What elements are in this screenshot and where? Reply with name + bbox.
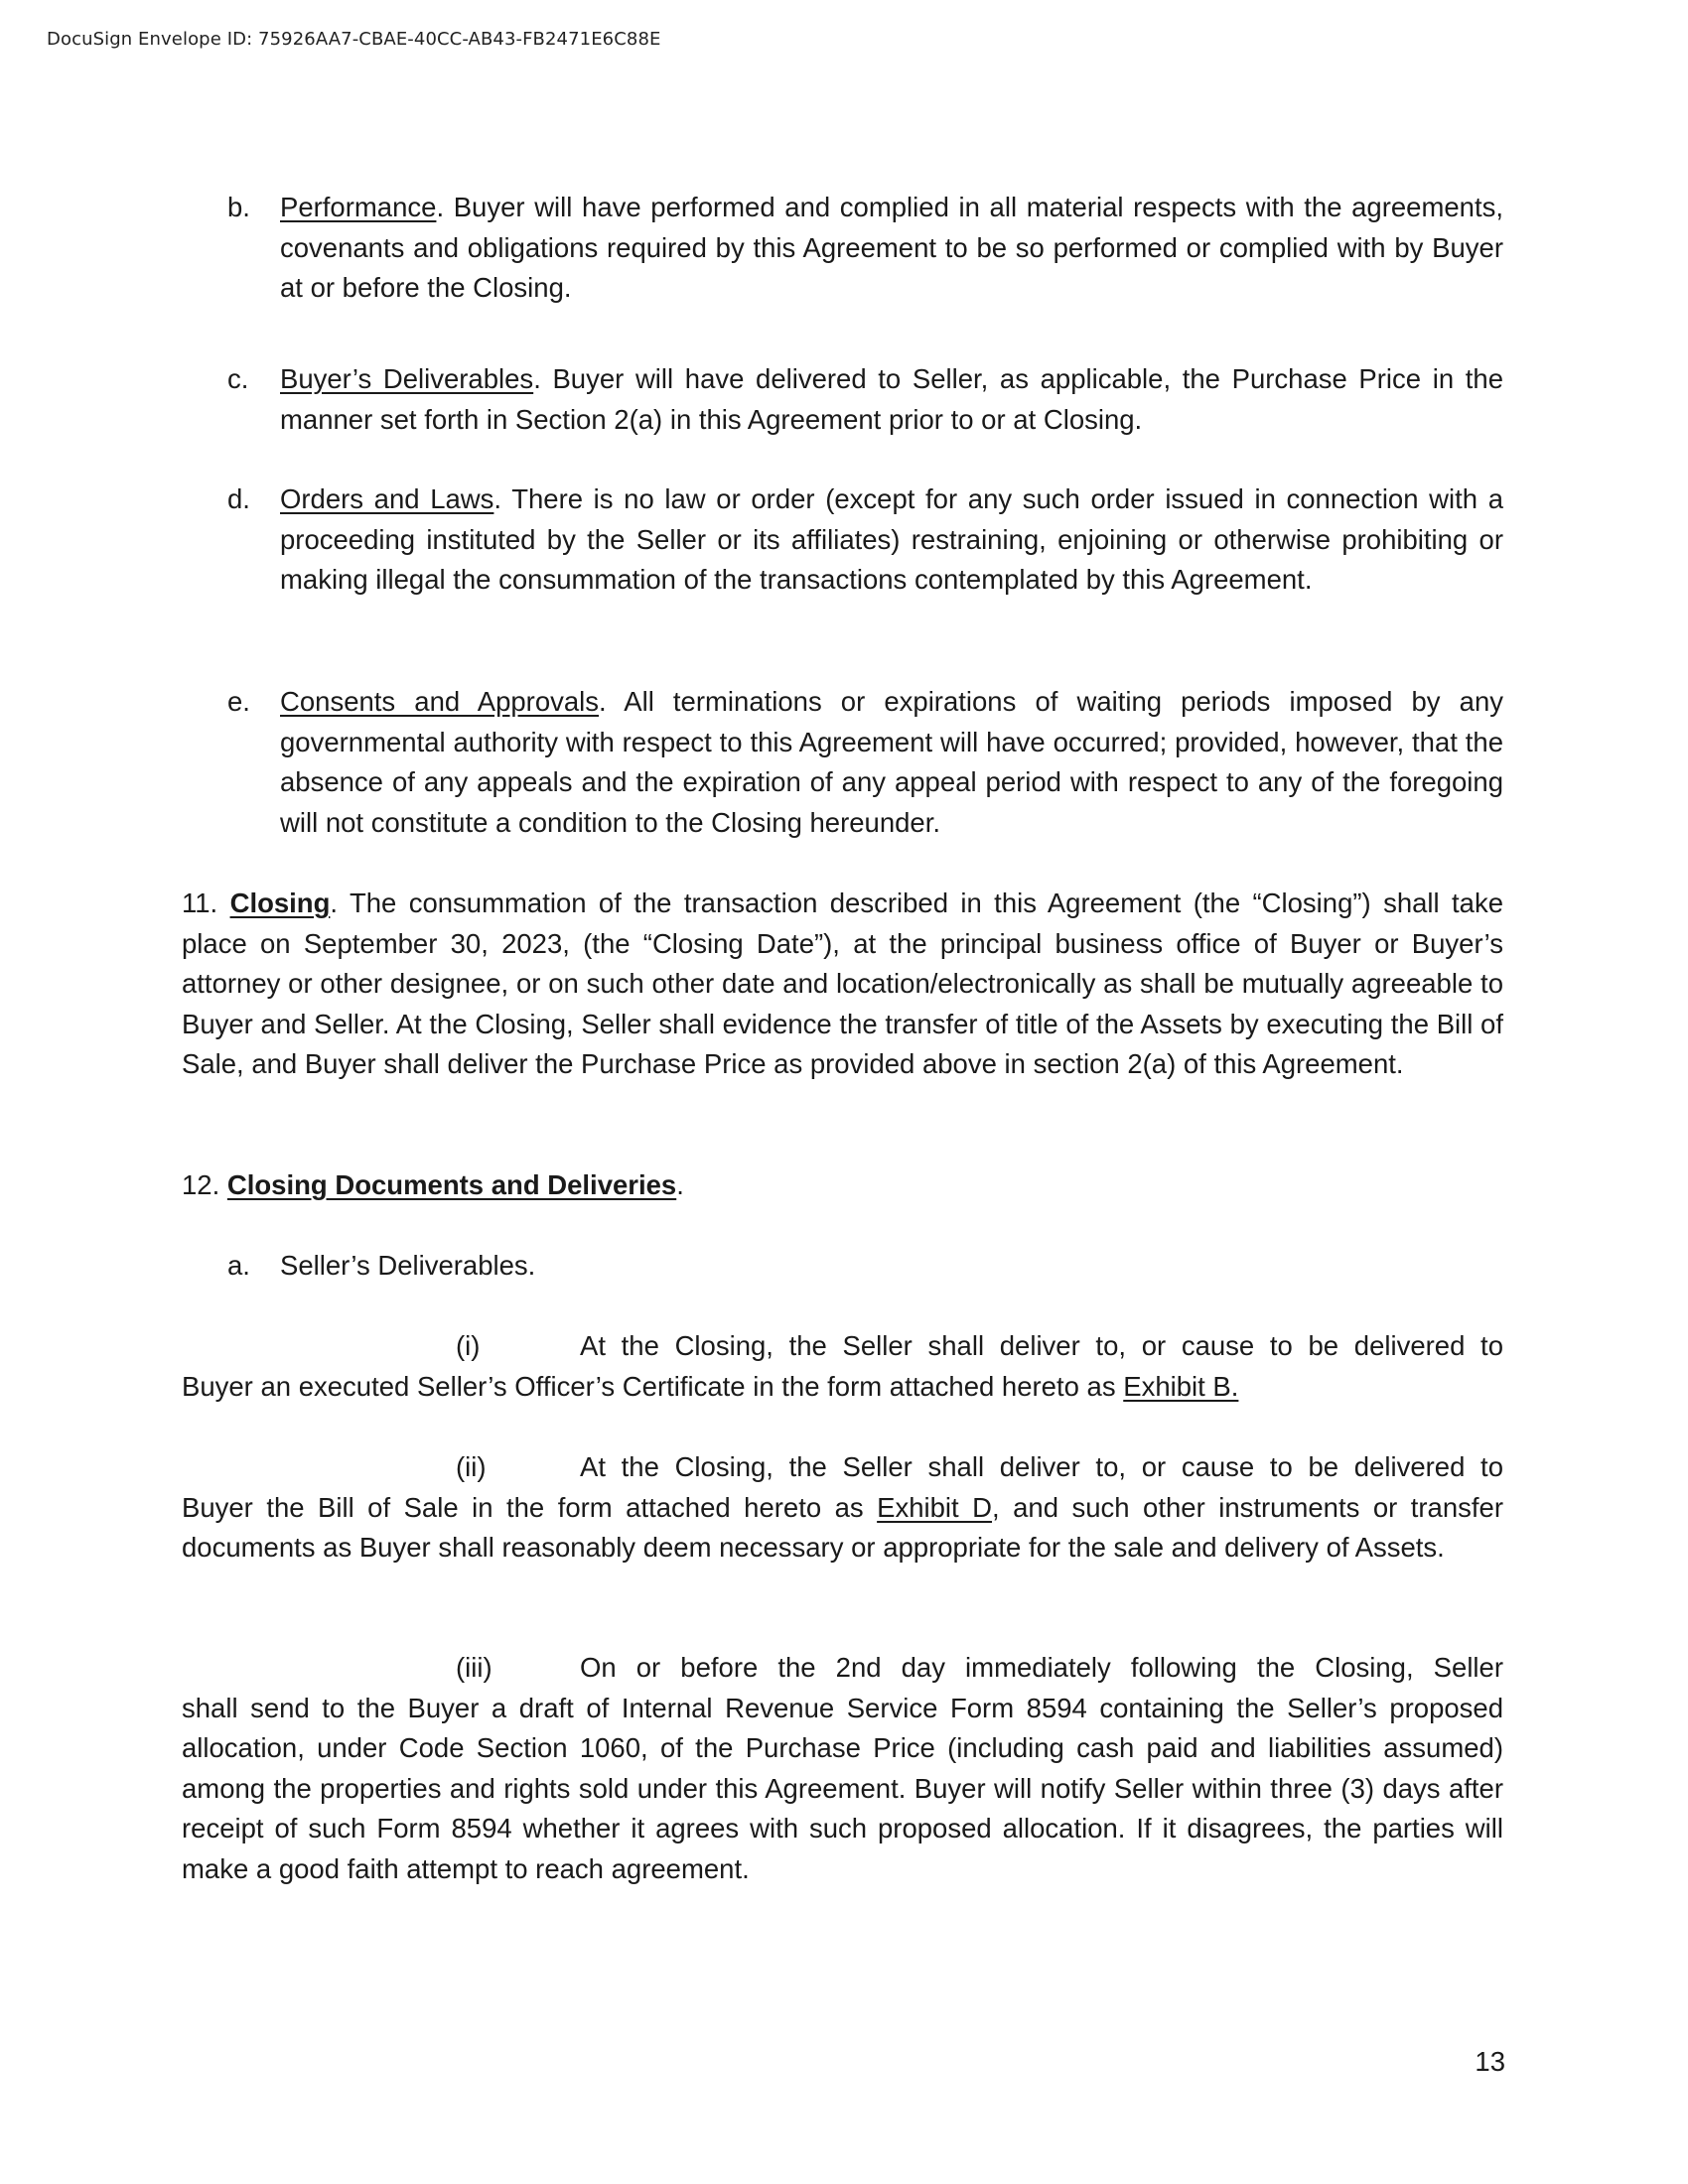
clause-iii xyxy=(182,1648,1503,1889)
clause-iii-numeral: (iii) xyxy=(456,1652,492,1683)
item-c-title: Buyer’s Deliverables xyxy=(280,363,534,394)
section-12-period: . xyxy=(676,1169,684,1200)
clause-ii xyxy=(182,1447,1503,1569)
item-c-marker: c. xyxy=(227,363,249,394)
clause-i-exhibit: Exhibit B. xyxy=(1123,1370,1239,1402)
item-e-body: . All terminations or expirations of waiting periods imposed by any governmental authority with respect to this Agreement will have occurred; provided, however, that the absence of any appeals and the expiration of any appeal period with respect to any of the foregoing will not constitute a condition to the Closing hereunder. xyxy=(280,686,1503,838)
clause-ii-first-line: At the Closing, the Seller shall deliver to, or cause to be delivered to xyxy=(580,1451,1503,1482)
item-c xyxy=(227,359,1503,440)
section-12-title: Closing Documents and Deliveries xyxy=(226,1169,677,1200)
section-11-body: . The consummation of the transaction described in this Agreement (the “Closing”) shall take place on September 30, 2023, (the “Closing Date”), at the principal business office of Buyer or Buyer’s attorney or other designee, or on such other date and location/electronically as shall be mutually agreeable to Buyer and Seller. At the Closing, Seller shall evidence the transfer of title of the Assets by executing the Bill of Sale, and Buyer shall deliver the Purchase Price as provided above in section 2(a) of this Agreement. xyxy=(182,887,1503,1079)
item-b-title: Performance xyxy=(280,192,437,222)
item-b-marker: b. xyxy=(227,192,250,222)
item-c-body: . Buyer will have delivered to Seller, as applicable, the Purchase Price in the manner set forth in Section 2(a) in this Agreement prior to or at Closing. xyxy=(280,363,1503,435)
section-11-number: 11. xyxy=(182,887,230,918)
clause-ii-exhibit: Exhibit D xyxy=(877,1491,993,1523)
item-e-marker: e. xyxy=(227,686,250,717)
section-11 xyxy=(182,884,1503,1085)
item-12a xyxy=(227,1246,1503,1287)
clause-ii-rest-after: , and such other instruments or transfer documents as Buyer shall reasonably deem necessary or appropriate for the sale and delivery of Assets. xyxy=(182,1491,1503,1563)
item-12a-marker: a. xyxy=(227,1250,250,1281)
section-12-number: 12. xyxy=(182,1169,227,1200)
item-b xyxy=(227,188,1503,309)
item-d-marker: d. xyxy=(227,483,250,514)
clause-ii-rest-before: Buyer the Bill of Sale in the form attached hereto as xyxy=(182,1491,878,1523)
item-e-title: Consents and Approvals xyxy=(280,686,600,717)
clause-i-rest: Buyer an executed Seller’s Officer’s Certificate in the form attached hereto as xyxy=(182,1370,1124,1402)
item-b-body: . Buyer will have performed and complied in all material respects with the agreements, covenants and obligations required by this Agreement to be so performed or complied with by Buyer at or before the Closing. xyxy=(280,192,1503,303)
clause-i xyxy=(182,1326,1503,1407)
item-d-body: . There is no law or order (except for any such order issued in connection with a proceeding instituted by the Seller or its affiliates) restraining, enjoining or otherwise prohibiting or making illegal the consummation of the transactions contemplated by this Agreement. xyxy=(280,483,1503,595)
clause-iii-rest: shall send to the Buyer a draft of Internal Revenue Service Form 8594 containing the Seller’s proposed allocation, under Code Section 1060, of the Purchase Price (including cash paid and liabilities assumed) among the properties and rights sold under this Agreement. Buyer will notify Seller within three (3) days after receipt of such Form 8594 whether it agrees with such proposed allocation. If it disagrees, the parties will make a good faith attempt to reach agreement. xyxy=(182,1692,1503,1884)
item-d-title: Orders and Laws xyxy=(280,483,494,514)
clause-i-first-line: At the Closing, the Seller shall deliver to, or cause to be delivered to xyxy=(580,1330,1503,1361)
section-11-title: Closing xyxy=(229,887,331,918)
item-d xyxy=(227,479,1503,601)
envelope-id: DocuSign Envelope ID: 75926AA7-CBAE-40CC-AB43-FB2471E6C88E xyxy=(47,29,661,50)
page-number: 13 xyxy=(1475,2046,1505,2077)
item-12a-text: Seller’s Deliverables. xyxy=(280,1250,536,1281)
item-e xyxy=(227,682,1503,843)
section-12-heading xyxy=(182,1165,1503,1206)
clause-ii-numeral: (ii) xyxy=(456,1451,487,1482)
clause-iii-first-line: On or before the 2nd day immediately following the Closing, Seller xyxy=(580,1652,1503,1683)
clause-i-numeral: (i) xyxy=(456,1330,481,1361)
